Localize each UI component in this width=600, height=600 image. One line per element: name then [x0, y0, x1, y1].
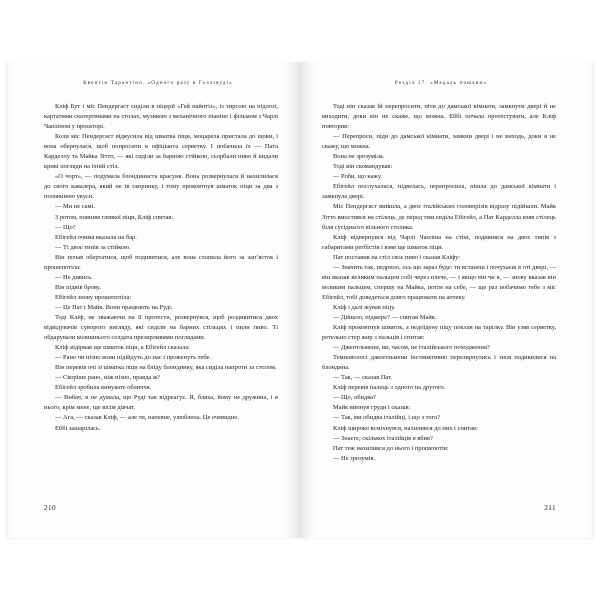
paragraph: Кліф широко всміхнувся, нахилився до них і спитав: — [333, 424, 478, 432]
paragraph: Ебігейл послухалася, підвелась, перепросила, пішла до дамської кімнати і замкнула двері. — [322, 183, 556, 201]
paragraph: «О чорт», — подумала блондиниста красуня. Вона розвернулася й нахилилася до свого кавалера, який не їв скоринку, і тому проковтнув шматок піци за два з половиною укуси. — [44, 173, 278, 201]
paragraph: Кліф відвернувся від Чарлі Чапліна на стіні, подивився на двох типів з габаритами регбістів і взяв ще шматок піци. — [322, 233, 556, 251]
page-number-left: 210 — [44, 504, 56, 512]
page-body-right — [322, 102, 556, 464]
paragraph: Тоді він скомандував: — [333, 163, 393, 171]
paragraph: Кліф Бут і міс Пендергаст сиділи в піцерії «Гей найнтіз», із тирсою на підлозі, картатими скатертинами на столах, музикою з механічного піаніно і фільмом з Чарлі Чапліном у проєкторі. — [44, 103, 278, 131]
paragraph: Кліф і далі жував піцу. — [333, 303, 396, 311]
paragraph: — Так, — сказав Пат. — [333, 374, 393, 382]
paragraph: З ротом, повним глевкої піци, Кліф спитав: — [55, 213, 174, 221]
paragraph: — Роби, що кажу. — [333, 173, 382, 181]
running-head-left: Квентін Тарантіно. «Одного разу в Голлівуді» — [83, 80, 233, 86]
paragraph: Темноволосі джентльмени інстинктивно перезирнулись і знов подивилися на блондина. — [322, 354, 556, 372]
paragraph: — Джентльмени, ви, часом, не італійського походження? — [333, 344, 490, 352]
page-body-left — [44, 102, 278, 434]
paragraph: — Ага, — сказав Кліф, — але ти, напевне, улюблена. Це очевидно. — [55, 414, 240, 422]
paragraph: Майк випнув груди і сказав: — [333, 404, 411, 412]
paragraph: Міс Пендергаст вийшла, а двоє італійських головорізів відразу підійшли. Майк Зітто вмостився на стілець, де перед тим сиділа Ебігейл, а Пат Карделла взяв стілець біля сусіднього вільного столика. — [322, 203, 556, 231]
book-page-right — [300, 62, 594, 538]
paragraph: Ебігейл очима вказала на бар. — [55, 233, 137, 241]
paragraph: Він перевів очі зі шматка піци на бліду блондинку, яка сиділа напроти за столом. — [55, 364, 277, 372]
paragraph: — Що, обидва? — [333, 394, 376, 402]
running-head-right: Розділ 17. «Медаль пошани» — [394, 80, 488, 86]
paragraph: Тоді Кліф, не зважаючи на її протести, розвернувся, щоб роздивитися двох відвідувачів суворого вигляду, які сиділи на барних стільцях і пили пиво. Ті обдарували колишнього солдата презирливими поглядами. — [44, 313, 278, 342]
paragraph: Пат поставив на стіл своє пиво і сказав Кліфу: — [333, 253, 461, 261]
paragraph: Він підвів брову. — [55, 283, 101, 291]
paragraph: — Вибач, я не думала, що Руді так відреагує. Я, бляха, йому не дружина, і в нього, крім мене, ще вісім дівчат. — [44, 394, 278, 412]
paragraph: — Ті двоє типів за стійкою. — [55, 243, 131, 251]
paragraph: — Скоріше рано, ніж пізно, правда ж? — [55, 374, 161, 382]
book-page-left — [6, 62, 300, 538]
paragraph: — Дійшло, піджере? — спитав Майк. — [333, 313, 437, 321]
paragraph: Кліф перевів палець з одного на другого. — [333, 384, 446, 392]
paragraph: — Не зрозумів. — [333, 454, 376, 462]
paragraph: — Перепроси, піди до дамської кімнати, замкни двері і не виходь, доки я не скажу, що можна. — [322, 133, 556, 151]
paragraph: Кліф відірвав ще шматок піци, а Ебігейл сказала: — [55, 344, 190, 352]
paragraph: Ебігейл зробила винувате обличчя. — [55, 384, 152, 392]
paragraph: — Ми не самі. — [55, 203, 96, 211]
open-book — [6, 62, 594, 538]
paragraph: — Так, ми обидва італійці, і що з того? — [333, 414, 441, 422]
paragraph: Вона не зрозуміла. — [333, 153, 385, 161]
paragraph: Кліф проковтнув шматок, а недоїдену піцу поклав на тарілку. Він узяв серветку, ретельно стер жир з пальців і спитав: — [322, 324, 556, 342]
paragraph: — Рано чи пізно вони підійдуть до нас і проженуть тебе. — [55, 354, 211, 362]
paragraph: — Знаєте, скількох італійців я вбив? — [333, 434, 433, 442]
paragraph: Ебігейл знову прошепотіла: — [55, 293, 132, 301]
paragraph: — Що? — [55, 223, 76, 231]
paragraph: — Це Пат і Майк. Вони працюють на Руді. — [55, 303, 173, 311]
page-number-right: 211 — [544, 504, 556, 512]
paragraph: Еббі зашарілась. — [55, 424, 101, 432]
paragraph: — Не дивись. — [55, 273, 93, 281]
paragraph: Коли міс Пендергаст відкусила від шматка піци, моцарела пристала до щоки, і вона обернулася, щоб попросити в офіціанта серветку. І побачила їх — Пата Карделлу та Майка Зітто, — які сиділи за барною стійкою, сьорбали пиво й кидали криві погляди на їхній стіл. — [44, 133, 278, 171]
paragraph: Він почав обертатися, щоб подивитися, але вона схопила його за зап’ясток і прошепотіла: — [44, 253, 278, 271]
paragraph: Тоді він сказав їй перепросити, піти до дамської кімнати, замкнути двері й не виходити, доки він не скаже, що можна. Еббі почала протестувати, але Кліф повторив: — [322, 103, 556, 131]
paragraph: — Значить так, педрило, ось що зараз буде: ти встанеш і почухаєш в оті двері, — він вказав великим пальцем собі через плече, — і якщо він чи я, — знову вказав він великим пальцем, спершу на Майка, потім на себе, — ще раз побачимо тебе з міс Ебігейл, тобі доведеться довго працювати на аптеку. — [322, 263, 556, 301]
paragraph: Пат теж нахилився до нього і прошепотів: — [333, 444, 449, 452]
